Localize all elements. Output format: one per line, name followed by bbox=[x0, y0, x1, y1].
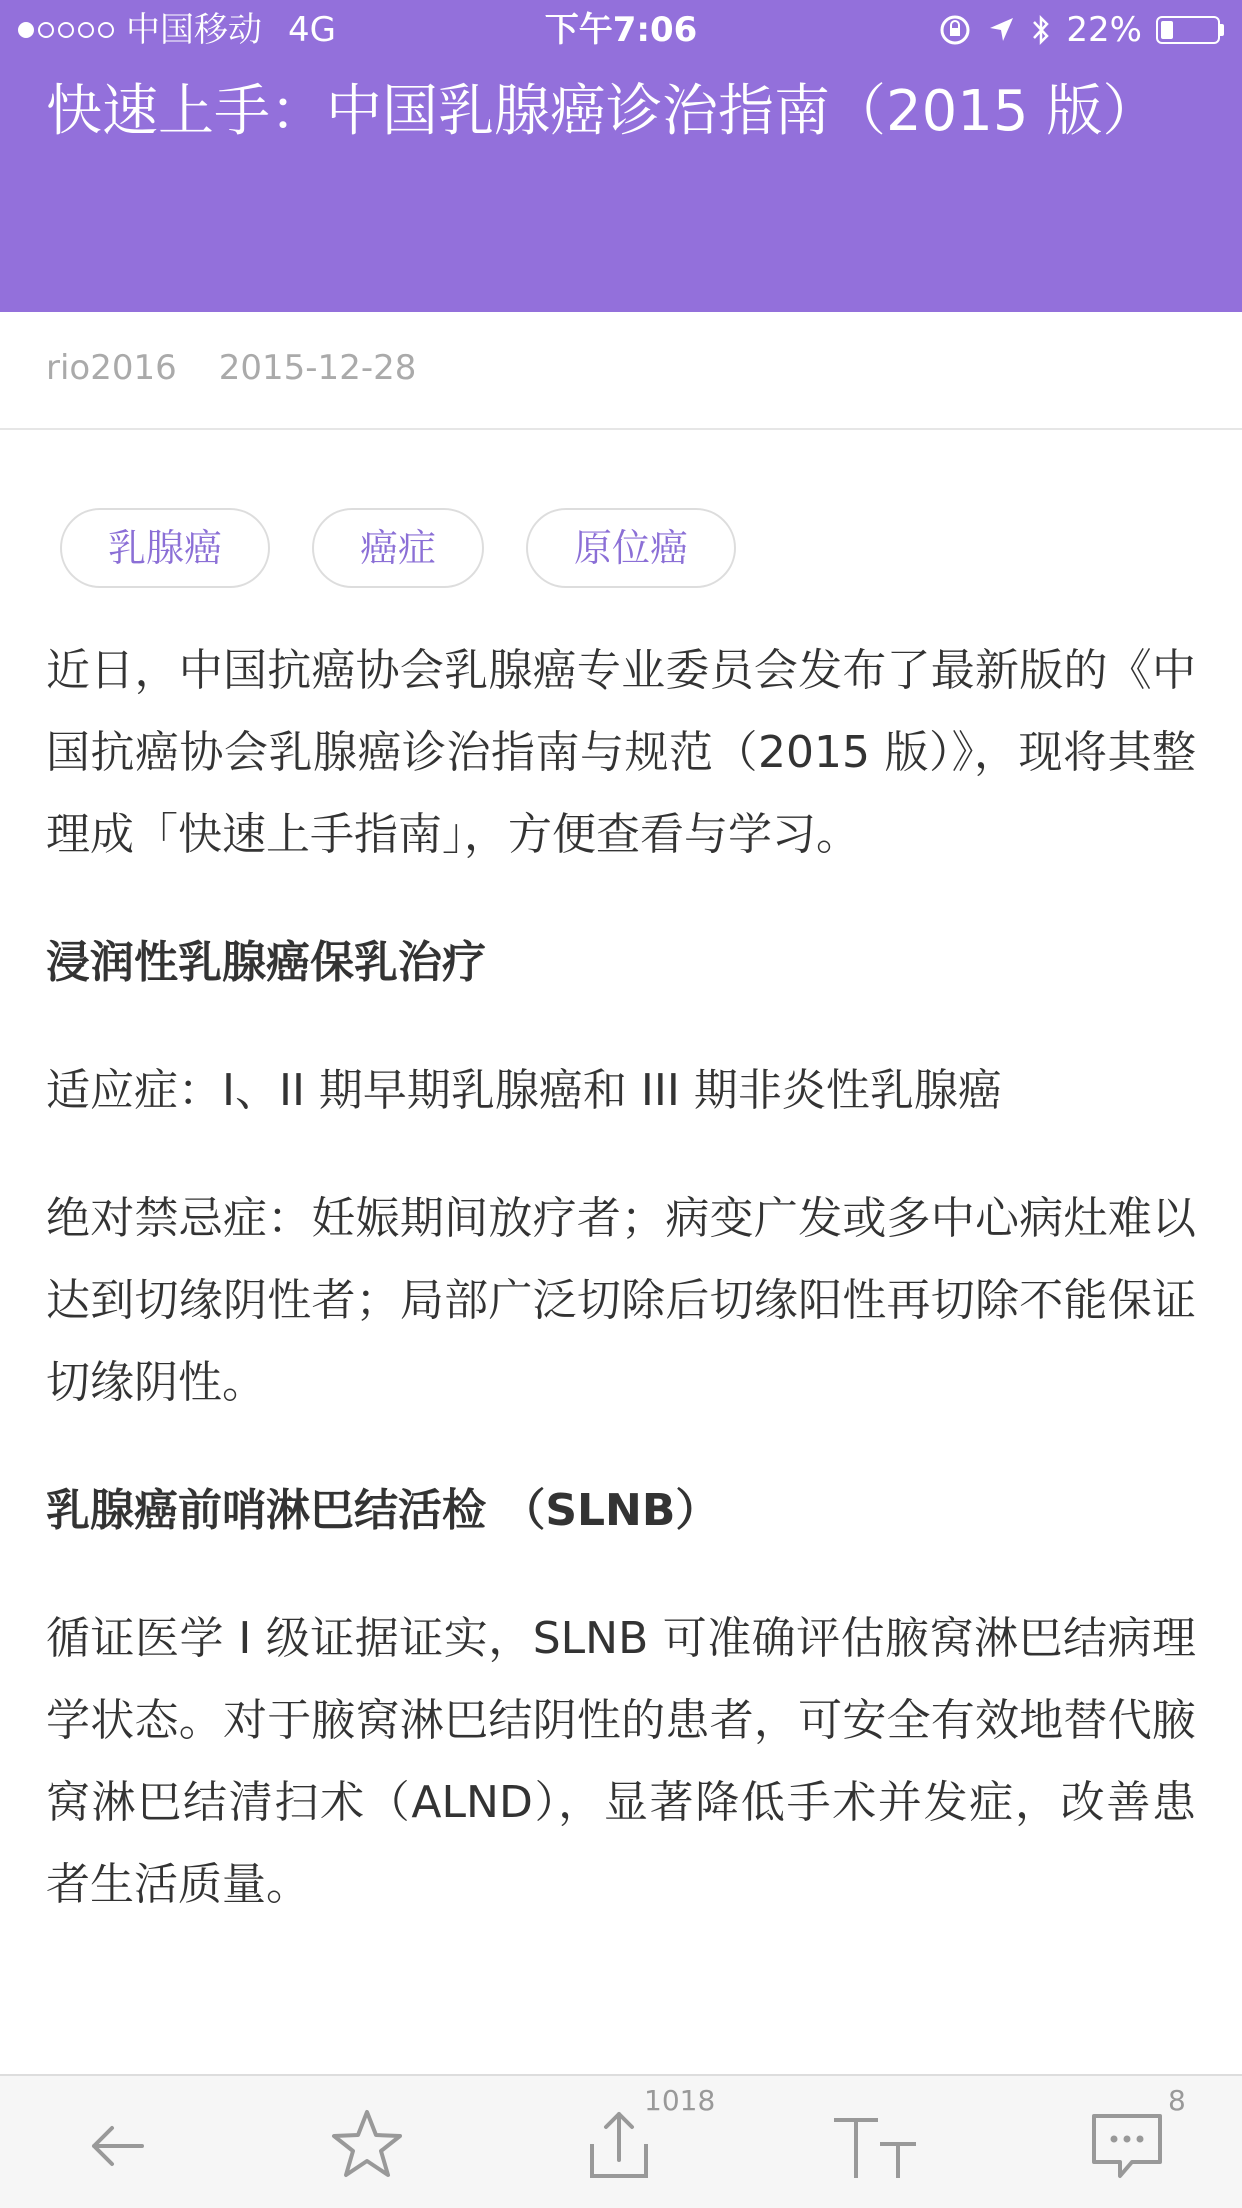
paragraph: 绝对禁忌症：妊娠期间放疗者；病变广发或多中心病灶难以达到切缘阴性者；局部广泛切除后切缘阳性再切除不能保证切缘阴性。 bbox=[46, 1193, 1196, 1408]
publish-date: 2015-12-28 bbox=[218, 348, 417, 388]
carrier-name: 中国移动 bbox=[126, 10, 262, 50]
rotation-lock-icon bbox=[938, 13, 972, 47]
comment-icon bbox=[1082, 2100, 1172, 2190]
back-arrow-icon bbox=[72, 2100, 162, 2190]
location-icon bbox=[986, 15, 1016, 45]
comment-count: 8 bbox=[1168, 2084, 1186, 2117]
star-icon bbox=[322, 2100, 412, 2190]
meta-divider bbox=[0, 428, 1242, 430]
section-heading: 乳腺癌前哨淋巴结活检 （SLNB） bbox=[46, 1485, 720, 1536]
tag-breast-cancer[interactable]: 乳腺癌 bbox=[60, 508, 270, 588]
status-right bbox=[938, 0, 1224, 60]
article-meta bbox=[46, 348, 416, 388]
battery-body bbox=[1156, 16, 1220, 44]
tag-carcinoma-in-situ[interactable]: 原位癌 bbox=[526, 508, 736, 588]
share-count: 1018 bbox=[644, 2084, 716, 2117]
back-button[interactable] bbox=[72, 2100, 162, 2190]
paragraph: 适应症：I、II 期早期乳腺癌和 III 期非炎性乳腺癌 bbox=[46, 1065, 1002, 1116]
battery-fill bbox=[1161, 21, 1173, 39]
battery-icon bbox=[1156, 16, 1224, 44]
intro-paragraph: 近日，中国抗癌协会乳腺癌专业委员会发布了最新版的《中国抗癌协会乳腺癌诊治指南与规范（2015 版）》，现将其整理成「快速上手指南」，方便查看与学习。 bbox=[46, 645, 1196, 860]
favorite-button[interactable] bbox=[322, 2100, 412, 2190]
author-name[interactable]: rio2016 bbox=[46, 348, 177, 388]
battery-percent: 22% bbox=[1066, 10, 1142, 50]
tag-list bbox=[60, 508, 736, 588]
comment-button[interactable] bbox=[1082, 2100, 1172, 2190]
article-title: 快速上手：中国乳腺癌诊治指南（2015 版） bbox=[46, 79, 1159, 144]
network-type: 4G bbox=[288, 10, 336, 50]
status-bar bbox=[0, 0, 1242, 60]
status-time: 下午7:06 bbox=[544, 10, 698, 50]
font-size-icon bbox=[828, 2100, 928, 2190]
tag-cancer[interactable]: 癌症 bbox=[312, 508, 484, 588]
battery-cap bbox=[1220, 24, 1224, 36]
article-header bbox=[0, 0, 1242, 312]
font-size-button[interactable] bbox=[828, 2100, 928, 2190]
bluetooth-icon bbox=[1030, 13, 1052, 47]
bottom-toolbar bbox=[0, 2074, 1242, 2208]
section-heading: 浸润性乳腺癌保乳治疗 bbox=[46, 937, 486, 988]
paragraph: 循证医学 I 级证据证实，SLNB 可准确评估腋窝淋巴结病理学状态。对于腋窝淋巴结阴性的患者，可安全有效地替代腋窝淋巴结清扫术（ALND），显著降低手术并发症，改善患者生活质量。 bbox=[46, 1613, 1196, 1910]
article-body bbox=[46, 630, 1196, 1972]
